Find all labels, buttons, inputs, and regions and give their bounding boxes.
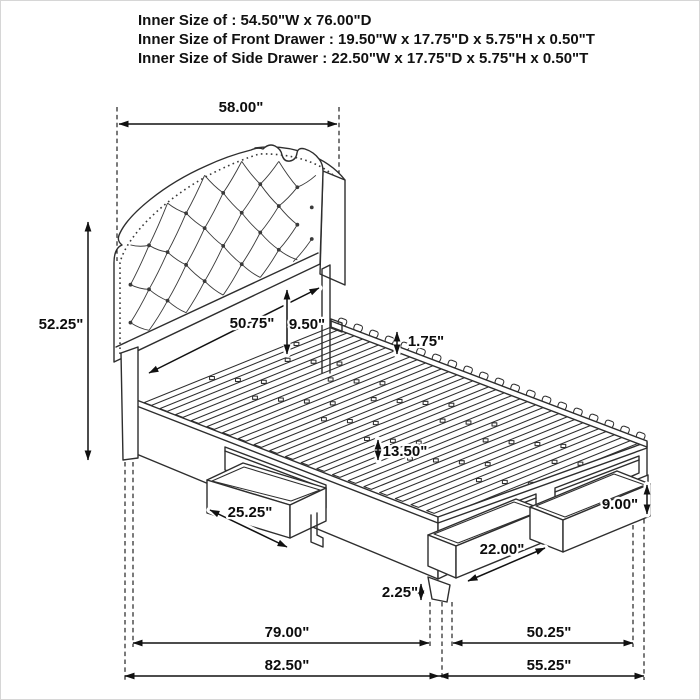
dim-label-side-drawer-width: 25.25"	[227, 504, 273, 521]
dim-label-frame-width-inner: 50.25"	[526, 624, 572, 641]
slat-clip	[476, 478, 481, 481]
tuft-button	[258, 231, 262, 235]
tuft-button	[166, 299, 170, 303]
dim-frame-length-outer	[125, 602, 442, 680]
bed-slat	[238, 361, 438, 442]
slat-clip	[390, 439, 395, 442]
bed-slat	[223, 355, 423, 436]
tuft-button	[295, 185, 299, 189]
tuft-button	[240, 262, 244, 266]
dim-label-frame-length-outer: 82.50"	[264, 657, 310, 674]
bed-slat	[191, 343, 391, 424]
slat-clip	[535, 442, 540, 445]
slat-clip	[509, 441, 514, 444]
slat-clip	[354, 380, 359, 383]
slat-clip	[423, 401, 428, 404]
bed-slat	[333, 397, 533, 478]
tuft-button	[184, 263, 188, 267]
bed-slat	[270, 373, 470, 454]
tuft-button	[295, 223, 299, 227]
tuft-button	[184, 211, 188, 215]
headboard-part	[121, 347, 138, 460]
dim-label-slat-spacing: 13.50"	[382, 443, 428, 460]
frame-part	[428, 577, 450, 602]
slat-clip	[552, 460, 557, 463]
frame-part	[331, 321, 647, 447]
bed-slat	[207, 349, 407, 430]
slat-clip	[365, 437, 370, 440]
dim-label-front-drawer-height: 9.00"	[601, 496, 639, 513]
bed-slat	[144, 325, 344, 406]
dim-label-leg-height: 2.25"	[381, 584, 419, 601]
tuft-button	[277, 248, 281, 252]
slat-clip	[459, 461, 464, 464]
front-storage-drawer-left	[428, 499, 544, 578]
dim-label-slat-thickness: 1.75"	[407, 333, 445, 350]
slat-clip	[483, 439, 488, 442]
slat-clip	[304, 400, 309, 403]
dim-label-headboard-width: 58.00"	[218, 99, 264, 116]
tuft-button	[240, 211, 244, 215]
dim-label-headboard-height: 52.25"	[38, 316, 84, 333]
tuft-button	[203, 279, 207, 283]
tuft-button	[129, 283, 133, 287]
dim-leg-height	[382, 584, 421, 601]
slat-clip	[253, 396, 258, 399]
dim-label-front-drawer-width: 22.00"	[479, 541, 525, 558]
slat-clip	[261, 380, 266, 383]
tuft-button	[129, 321, 133, 325]
spec-line-overall: Inner Size of : 54.50"W x 76.00"D	[138, 12, 372, 29]
tuft-button	[166, 250, 170, 254]
tuft-button	[221, 244, 225, 248]
slat-clip	[502, 480, 507, 483]
slat-clip	[279, 398, 284, 401]
dim-headboard-height	[39, 222, 88, 460]
slat-clip	[210, 376, 215, 379]
slat-clip	[328, 378, 333, 381]
bed-slat	[176, 337, 376, 418]
slat-clip	[311, 360, 316, 363]
bed-frame	[134, 319, 648, 602]
bed-slat	[254, 367, 454, 448]
slat-clip	[347, 420, 352, 423]
dim-label-frame-width-outer: 55.25"	[526, 657, 572, 674]
dim-frame-width-outer	[439, 657, 644, 676]
slat-clip	[449, 403, 454, 406]
spec-line-front-drawer: Inner Size of Front Drawer : 19.50"W x 17.75"D x 5.75"H x 0.50"T	[138, 31, 595, 48]
slat-clip	[294, 342, 299, 345]
tuft-button	[258, 182, 262, 186]
dim-slat-spacing	[378, 440, 427, 460]
dim-frame-width-inner	[452, 602, 633, 647]
slat-clip	[466, 421, 471, 424]
tuft-button	[310, 237, 314, 241]
slat-clip	[485, 463, 490, 466]
slat-clip	[330, 402, 335, 405]
dim-label-headboard-inner-width: 50.75"	[229, 315, 275, 332]
slat-clip	[440, 419, 445, 422]
slat-clip	[373, 421, 378, 424]
dim-label-headboard-to-slats: 9.50"	[288, 316, 326, 333]
tuft-button	[221, 191, 225, 195]
slat-clip	[380, 382, 385, 385]
tuft-button	[277, 204, 281, 208]
slat-clip	[371, 398, 376, 401]
spec-line-side-drawer: Inner Size of Side Drawer : 22.50"W x 17.75"D x 5.75"H x 0.50"T	[138, 50, 589, 67]
slat-clip	[285, 358, 290, 361]
slat-clip	[397, 399, 402, 402]
tuft-button	[147, 287, 151, 291]
slat-clip	[561, 444, 566, 447]
tuft-button	[147, 243, 151, 247]
slat-clip	[322, 418, 327, 421]
slat-clip	[433, 459, 438, 462]
slat-clip	[492, 423, 497, 426]
isometric-bed-line-drawing	[1, 1, 700, 700]
tuft-button	[310, 205, 314, 209]
tuft-button	[203, 226, 207, 230]
dim-label-frame-length-inner: 79.00"	[264, 624, 310, 641]
slat-clip	[236, 378, 241, 381]
slat-clip	[337, 362, 342, 365]
